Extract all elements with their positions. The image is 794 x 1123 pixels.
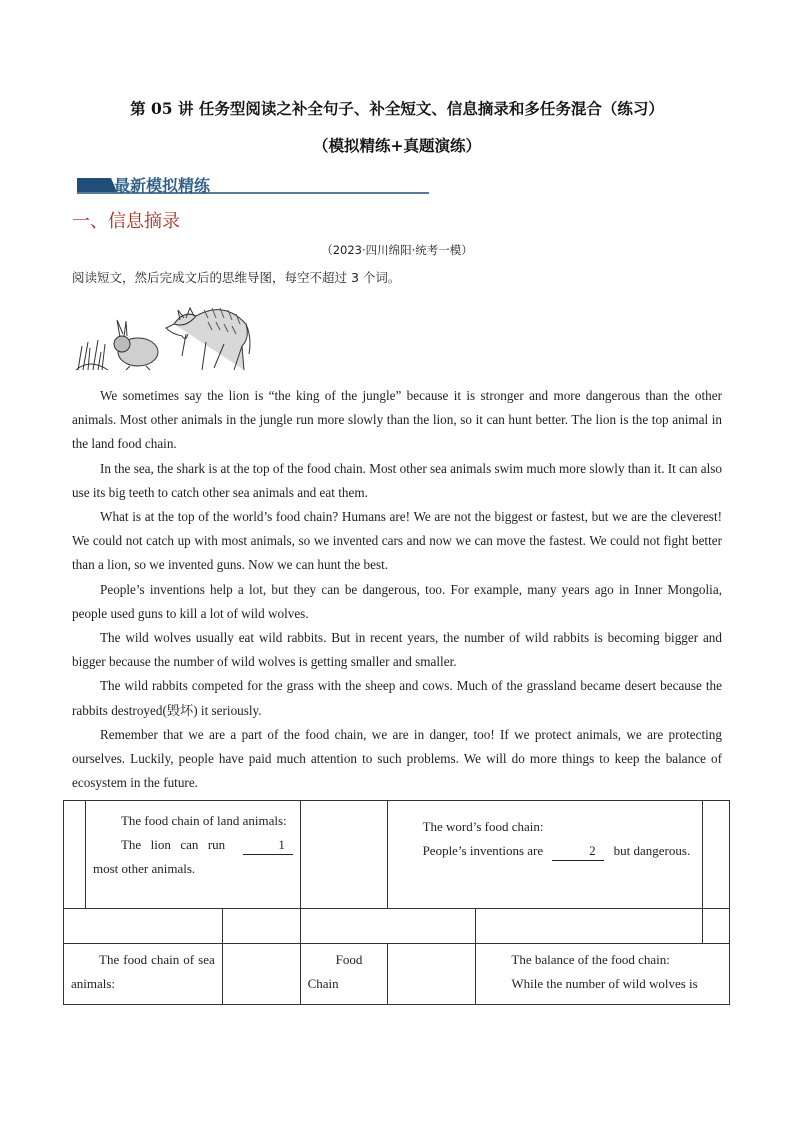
mm-world-pre: People’s inventions are	[422, 843, 544, 858]
mm-center	[300, 944, 387, 1005]
mm-cell-empty	[476, 909, 703, 944]
mm-land-post: most other animals.	[92, 861, 196, 876]
mind-map-table	[63, 800, 730, 1005]
mm-world-food-chain	[387, 801, 702, 909]
mm-cell-empty	[387, 944, 476, 1005]
mm-balance	[476, 944, 730, 1005]
mm-cell-empty	[64, 909, 223, 944]
passage-paragraph: The wild rabbits competed for the grass with the sheep and cows. Much of the grassland became desert because the rabbits destroyed(毁坏) it seriously.	[72, 678, 722, 718]
passage-paragraph: What is at the top of the world’s food chain? Humans are! We are not the biggest or fastest, but we are the cleverest! We could not catch up with most animals, so we invented cars and now we can move the fastest. We could not fight better than a lion, so we invented guns. Now we can hunt the best.	[72, 509, 722, 573]
answer-blank-2[interactable]: 2	[552, 842, 604, 861]
mm-center-label: Food Chain	[307, 952, 363, 991]
mm-balance-line: While the number of wild wolves is	[511, 976, 698, 991]
passage-paragraph: People’s inventions help a lot, but they can be dangerous, too. For example, many years ago in Inner Mongolia, people used guns to kill a lot of wild wolves.	[72, 581, 722, 621]
mm-cell-empty	[300, 801, 387, 909]
mm-cell-empty	[703, 801, 730, 909]
page-subtitle: （模拟精练+真题演练）	[313, 136, 481, 155]
mm-balance-title: The balance of the food chain:	[511, 952, 670, 967]
mm-cell-empty	[222, 909, 300, 944]
mm-world-title: The word’s food chain:	[422, 819, 544, 834]
mm-land-food-chain	[85, 801, 300, 909]
mm-land-pre: The lion can run	[120, 837, 226, 852]
answer-blank-1[interactable]: 1	[243, 836, 293, 855]
page-title: 第 05 讲 任务型阅读之补全句子、补全短文、信息摘录和多任务混合（练习）	[130, 99, 664, 118]
passage-paragraph: Remember that we are a part of the food chain, we are in danger, too! If we protect animals, we are protecting ourselves. Luckily, people have paid much attention to such problems. We will do more things to keep the balance of ecosystem in the future.	[72, 726, 722, 791]
mm-land-title: The food chain of land animals:	[120, 813, 287, 828]
passage-paragraph: The wild wolves usually eat wild rabbits. But in recent years, the number of wild rabbits is becoming bigger and bigger because the number of wild wolves is getting smaller and smaller.	[72, 630, 722, 670]
mm-world-post: but dangerous.	[613, 843, 691, 858]
passage-paragraph: We sometimes say the lion is “the king of the jungle” because it is stronger and more dangerous than the other animals. Most other animals in the jungle run more slowly than the lion, so it can hunt better. The lion is the top animal in the land food chain.	[72, 388, 722, 452]
instruction-text: 阅读短文，然后完成文后的思维导图，每空不超过 3 个词。	[72, 270, 401, 285]
mm-cell-empty	[64, 801, 86, 909]
section-band-label: 最新模拟精练	[114, 176, 211, 195]
mm-sea-title: The food chain of sea animals:	[71, 952, 215, 991]
wolf-rabbit-illustration	[74, 294, 252, 372]
mm-cell-empty	[222, 944, 300, 1005]
section-heading: 一、信息摘录	[72, 211, 180, 232]
reading-passage	[72, 384, 722, 795]
question-source: （2023·四川绵阳·统考一模）	[321, 243, 473, 257]
mm-cell-empty	[703, 909, 730, 944]
mm-cell-empty	[300, 909, 476, 944]
passage-paragraph: In the sea, the shark is at the top of the food chain. Most other sea animals swim much more slowly than it. It can also use its big teeth to catch other sea animals and eat them.	[72, 460, 722, 500]
mm-sea-food-chain	[64, 944, 223, 1005]
